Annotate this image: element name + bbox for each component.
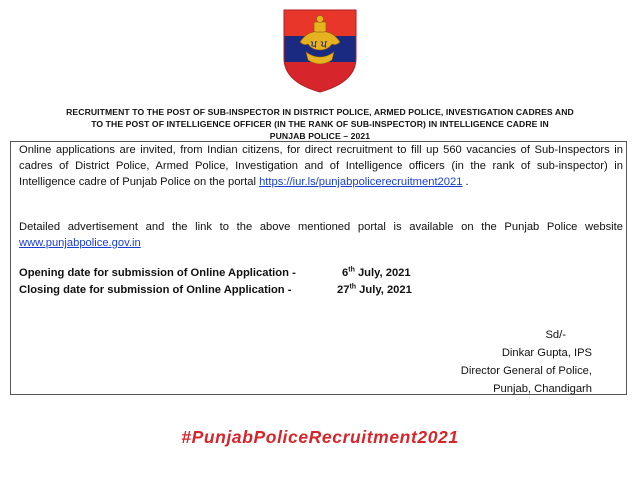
punjab-police-emblem-icon <box>280 6 360 94</box>
opening-day-suffix: th <box>348 266 355 274</box>
svg-text:ਪ: ਪ <box>321 40 327 50</box>
notice-paragraph-1 <box>19 142 623 190</box>
heading-line-3: PUNJAB POLICE – 2021 <box>269 131 371 141</box>
closing-day-suffix: th <box>349 283 357 291</box>
opening-date-row <box>19 266 411 280</box>
heading-line-2: TO THE POST OF INTELLIGENCE OFFICER (IN THE RANK OF SUB-INSPECTOR) IN INTELLIGENCE CADRE IN <box>91 119 549 129</box>
closing-month-year: July, 2021 <box>359 284 412 296</box>
opening-month-year: July, 2021 <box>357 267 411 279</box>
opening-day: 6 <box>342 267 349 279</box>
signatory-place: Punjab, Chandigarh <box>493 383 592 395</box>
closing-date-label: Closing date for submission of Online Application - <box>19 284 292 296</box>
recruitment-hashtag: #PunjabPoliceRecruitment2021 <box>181 427 459 447</box>
heading-line-1: RECRUITMENT TO THE POST OF SUB-INSPECTOR IN DISTRICT POLICE, ARMED POLICE, INVESTIGATION CADRES AND <box>66 107 574 117</box>
closing-date-value <box>337 284 412 296</box>
notice-paragraph-2 <box>19 219 623 251</box>
closing-day: 27 <box>337 284 350 296</box>
signatory-name: Dinkar Gupta, IPS <box>501 347 592 359</box>
opening-date-label: Opening date for submission of Online Application - <box>19 267 296 279</box>
closing-date-row <box>19 283 412 297</box>
portal-link[interactable]: https://iur.ls/punjabpolicerecruitment2021 <box>259 176 463 188</box>
signatory-title: Director General of Police, <box>460 365 592 377</box>
website-link[interactable]: www.punjabpolice.gov.in <box>19 237 141 249</box>
notice-heading <box>14 106 626 142</box>
paragraph-2-text: Detailed advertisement and the link to the above mentioned portal is available on the Punjab Police website <box>19 221 623 233</box>
paragraph-1-end: . <box>465 176 469 188</box>
signature-sd: Sd/- <box>545 329 566 341</box>
svg-text:ਪ: ਪ <box>311 40 317 50</box>
paragraph-1-text: Online applications are invited, from Indian citizens, for direct recruitment to fill up 560 vacancies of Sub-Inspectors in cadres of District Police, Armed Police, Investigation and of Intelligence officers (in the rank of sub-inspector) in Intelligence cadre of Punjab Police on the portal <box>19 144 623 188</box>
opening-date-value <box>342 267 411 279</box>
